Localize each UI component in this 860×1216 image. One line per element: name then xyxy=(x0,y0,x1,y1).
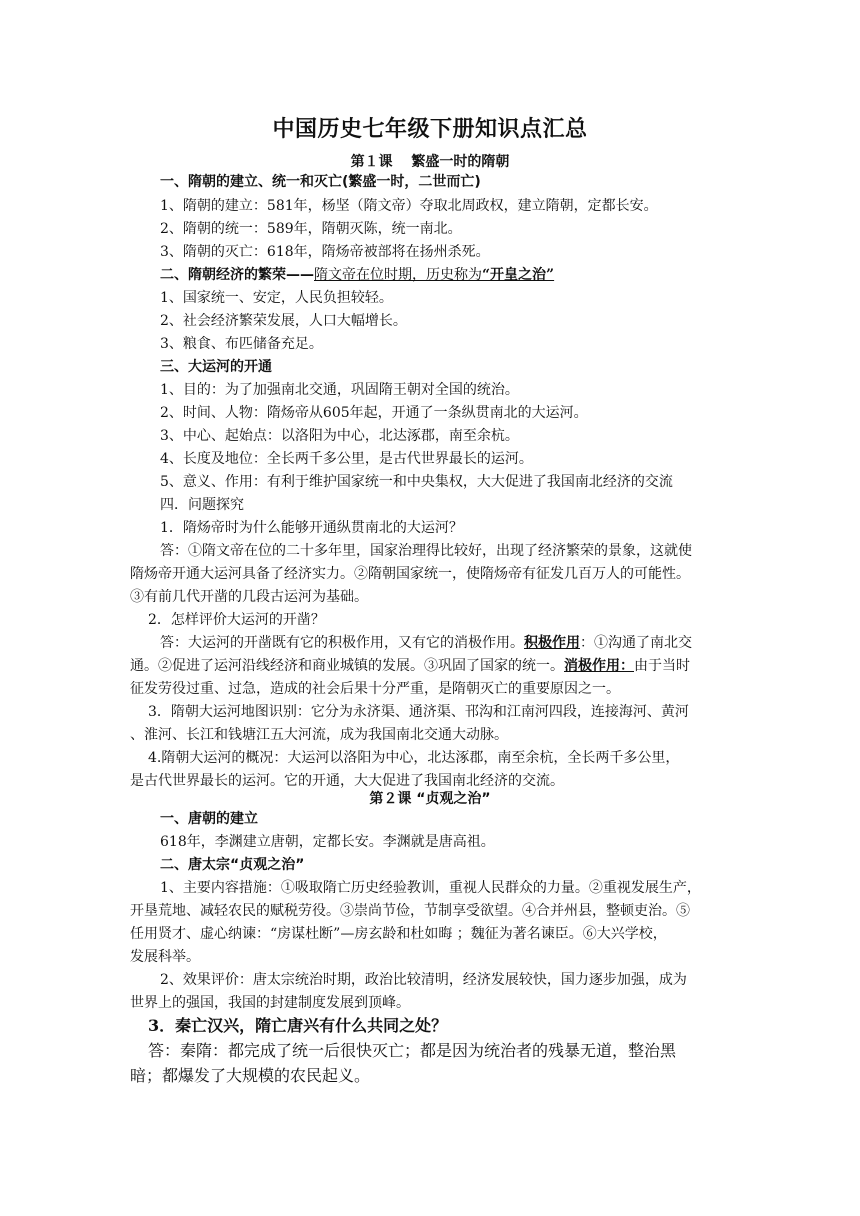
lesson-2-section-1-text: 618年，李渊建立唐朝，定都长安。李渊就是唐高祖。 xyxy=(160,834,495,850)
question-4-line: 4.隋朝大运河的概况：大运河以洛阳为中心，北达涿郡，南至余杭，全长两千多公里， xyxy=(148,750,680,766)
section-1-item: 1、隋朝的建立：581年，杨坚（隋文帝）夺取北周政权，建立隋朝，定都长安。 xyxy=(160,198,658,214)
lesson-2-title: 第２课 “贞观之治” xyxy=(369,791,491,807)
section-3-item: 3、中心、起始点：以洛阳为中心，北达涿郡，南至余杭。 xyxy=(160,428,519,444)
answer-2-text: ：①沟通了南北交 xyxy=(580,635,692,651)
document-title: 中国历史七年级下册知识点汇总 xyxy=(272,117,588,142)
lesson-2-section-1-heading: 一、唐朝的建立 xyxy=(160,811,258,827)
lesson-2-paragraph-line: 任用贤才、虚心纳谏：“房谋杜断”—房玄龄和杜如晦 ；魏征为著名谏臣。⑥大兴学校， xyxy=(130,926,667,942)
answer-1-line: 隋炀帝开通大运河具备了经济实力。②隋朝国家统一，使隋炀帝有征发几百万人的可能性。 xyxy=(130,566,690,582)
question-2: 2．怎样评价大运河的开凿？ xyxy=(148,612,325,628)
answer-2-line xyxy=(160,633,692,653)
section-4-heading: 四．问题探究 xyxy=(160,497,244,513)
lesson-2-paragraph-line: 发展科举。 xyxy=(130,949,200,965)
answer-2-text: 答：大运河的开凿既有它的积极作用，又有它的消极作用。 xyxy=(160,635,524,651)
answer-2-line xyxy=(130,656,690,676)
negative-effect-label: 消极作用： xyxy=(564,658,634,674)
lesson-2-paragraph-line: 2、效果评价：唐太宗统治时期，政治比较清明，经济发展较快，国力逐步加强，成为 xyxy=(160,972,687,988)
answer-1-line: 答：①隋文帝在位的二十多年里，国家治理得比较好，出现了经济繁荣的景象，这就使 xyxy=(160,543,692,559)
section-2-item: 1、国家统一、安定，人民负担较轻。 xyxy=(160,290,393,306)
lesson-2-paragraph-line: 1、主要内容措施：①吸取隋亡历史经验教训，重视人民群众的力量。②重视发展生产， xyxy=(160,880,701,896)
answer-2-text: 由于当时 xyxy=(634,658,690,674)
question-4-line: 是古代世界最长的运河。它的开通，大大促进了我国南北经济的交流。 xyxy=(130,773,564,789)
section-1-heading: 一、隋朝的建立、统一和灭亡(繁盛一时，二世而亡) xyxy=(160,174,481,190)
section-2-heading-term: “开皇之治” xyxy=(482,267,555,283)
question-3-line: 、淮河、长江和钱塘江五大河流，成为我国南北交通大动脉。 xyxy=(130,727,508,743)
lesson-1-title: 第１课 繁盛一时的隋朝 xyxy=(350,154,510,170)
section-2-heading xyxy=(160,265,554,285)
section-3-item: 4、长度及地位：全长两千多公里，是古代世界最长的运河。 xyxy=(160,451,533,467)
lesson-2-paragraph-line: 开垦荒地、减轻农民的赋税劳役。③崇尚节俭，节制享受欲望。④合并州县，整顿吏治。⑤ xyxy=(130,903,690,919)
answer-2-text: 通。②促进了运河沿线经济和商业城镇的发展。③巩固了国家的统一。 xyxy=(130,658,564,674)
section-2-heading-note: 隋文帝在位时期，历史称为 xyxy=(314,267,482,283)
lesson-2-paragraph-line: 世界上的强国，我国的封建制度发展到顶峰。 xyxy=(130,995,410,1011)
section-3-item: 5、意义、作用：有利于维护国家统一和中央集权，大大促进了我国南北经济的交流 xyxy=(160,474,673,490)
section-3-item: 2、时间、人物：隋炀帝从605年起，开通了一条纵贯南北的大运河。 xyxy=(160,405,588,421)
question-3-line: 3．隋朝大运河地图识别：它分为永济渠、通济渠、邗沟和江南河四段，连接海河、黄河 xyxy=(148,704,689,720)
answer-5-line: 暗；都爆发了大规模的农民起义。 xyxy=(130,1066,371,1085)
question-5 xyxy=(148,1016,447,1036)
section-1-item: 3、隋朝的灭亡：618年，隋炀帝被部将在扬州杀死。 xyxy=(160,244,490,260)
section-2-heading-label: 二、隋朝经济的繁荣—— xyxy=(160,267,314,283)
answer-2-line: 征发劳役过重、过急，造成的社会后果十分严重，是隋朝灭亡的重要原因之一。 xyxy=(130,681,620,697)
section-2-item: 2、社会经济繁荣发展，人口大幅增长。 xyxy=(160,313,407,329)
positive-effect-label: 积极作用 xyxy=(524,635,580,651)
lesson-2-section-2-heading: 二、唐太宗“贞观之治” xyxy=(160,857,305,873)
question-5-text: 3．秦亡汉兴，隋亡唐兴有什么共同之处？ xyxy=(148,1016,448,1035)
section-1-item: 2、隋朝的统一：589年，隋朝灭陈，统一南北。 xyxy=(160,221,462,237)
section-3-item: 1、目的：为了加强南北交通，巩固隋王朝对全国的统治。 xyxy=(160,382,519,398)
answer-1-line: ③有前几代开凿的几段古运河为基础。 xyxy=(130,589,368,605)
section-3-heading: 三、大运河的开通 xyxy=(160,359,272,375)
answer-5-line: 答：秦隋：都完成了统一后很快灭亡；都是因为统治者的残暴无道，整治黑 xyxy=(148,1041,677,1060)
question-1: 1．隋炀帝时为什么能够开通纵贯南北的大运河？ xyxy=(160,520,463,536)
section-2-item: 3、粮食、布匹储备充足。 xyxy=(160,336,323,352)
